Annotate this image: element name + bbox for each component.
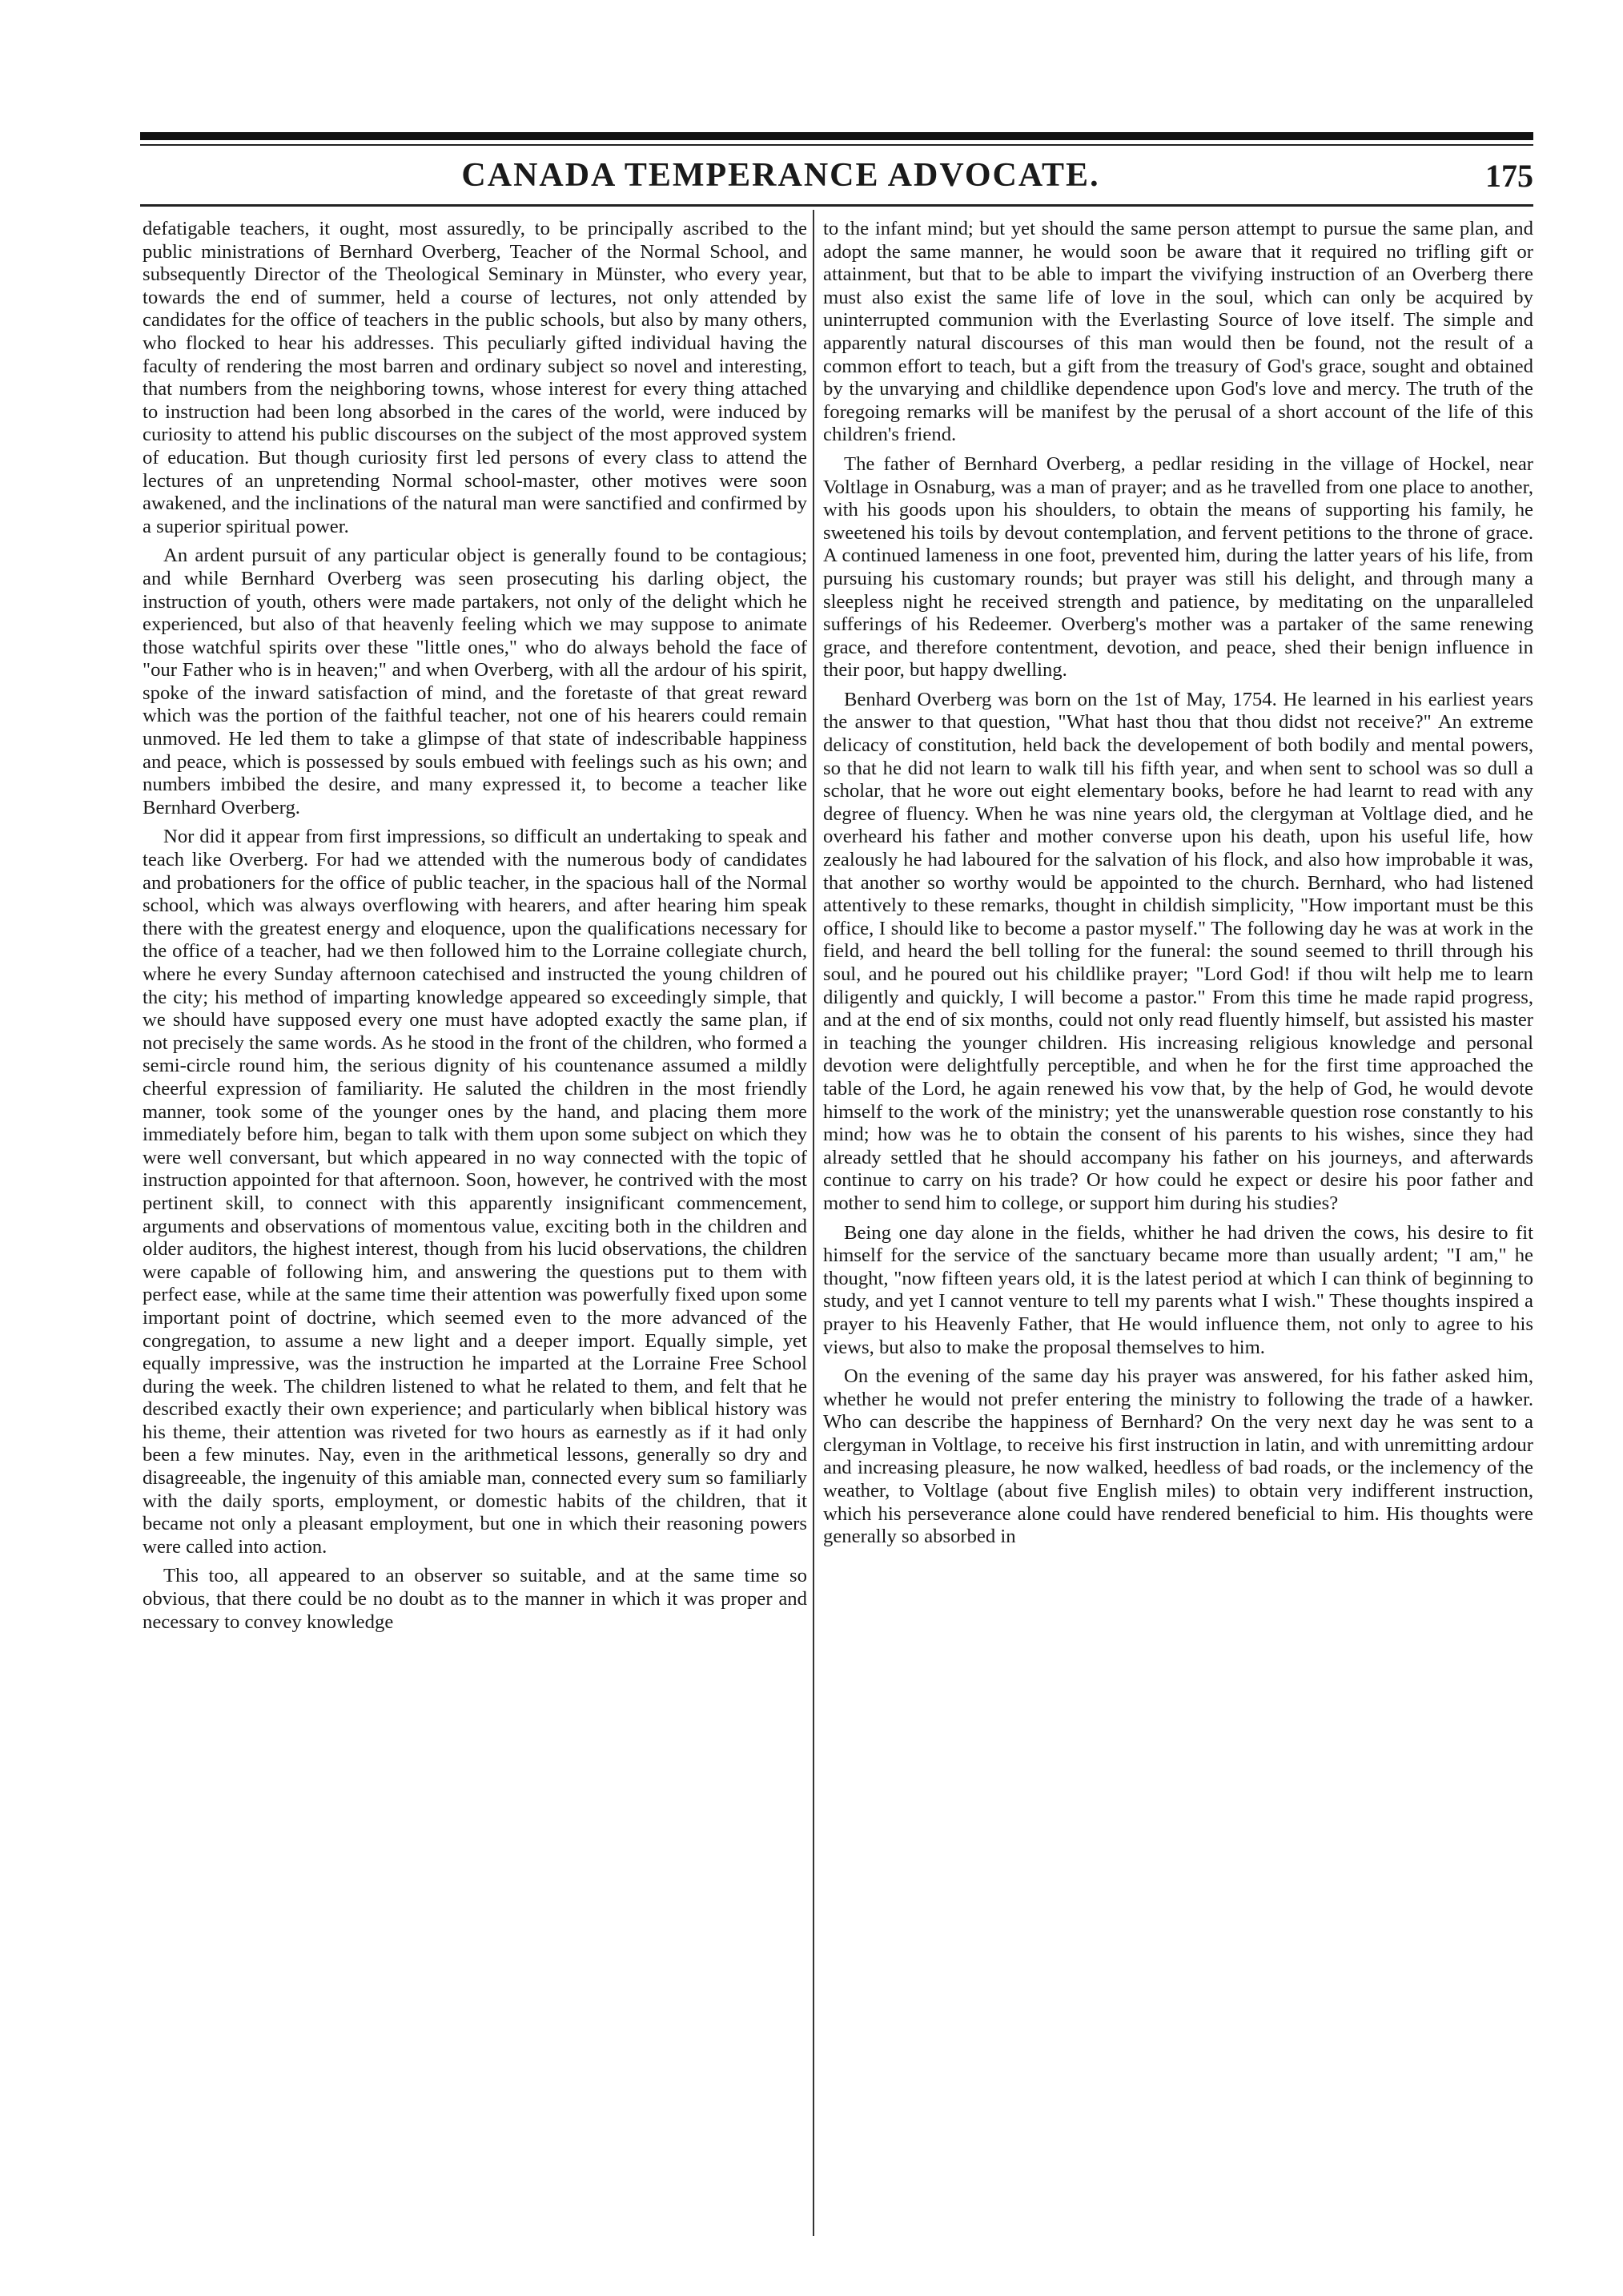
left-paragraph-2: An ardent pursuit of any particular object is generally found to be contagious; and while Bernhard Overberg was seen prosecuting his darling object, the instruction of youth, others were made partakers, not only of the delight which he experienced, but also of that heavenly feeling which we may suppose to animate those watchful spirits over these "little ones," who do always behold the face of "our Father who is in heaven;" and when Overberg, with all the ardour of his spirit, spoke of the inward satisfaction of mind, and the foretaste of that great reward which was the portion of the faithful teacher, not one of his hearers could remain unmoved. He led them to take a glimpse of that state of indescribable happiness and peace, which is possessed by souls embued with feelings such as his own; and numbers imbibed the desire, and many expressed it, to become a teacher like Bernhard Overberg. — [143, 545, 807, 818]
column-divider — [813, 210, 814, 2236]
right-paragraph-4: Being one day alone in the fields, whither he had driven the cows, his desire to fit himself for the service of the sanctuary became more than usually ardent; "I am," he thought, "now fifteen years old, it is the latest period at which I can think of beginning to study, and yet I cannot venture to tell my parents what I wish." These thoughts inspired a prayer to his Heavenly Father, that He would influence them, not only to agree to his views, but also to make the proposal themselves to him. — [823, 1221, 1533, 1358]
header-under-rule — [140, 204, 1533, 207]
left-column — [143, 218, 807, 2228]
right-paragraph-2: The father of Bernhard Overberg, a pedlar residing in the village of Hockel, near Voltlage in Osnaburg, was a man of prayer; and as he travelled from one place to another, with his goods upon his shoulders, to obtain the means of supporting his family, he sweetened his toils by devout contemplation, and fervent petitions to the throne of grace. A continued lameness in one foot, prevented him, during the latter years of his life, from pursuing his customary rounds; but prayer was still his delight, and through many a sleepless night he received strength and patience, by meditating on the unparalleled sufferings of his Redeemer. Overberg's mother was a partaker of the same renewing grace, and therefore contentment, devotion, and peace, shed their benign influence in their poor, but happy dwelling. — [823, 452, 1533, 682]
right-paragraph-3: Benhard Overberg was born on the 1st of May, 1754. He learned in his earliest years the answer to that question, "What hast thou that thou didst not receive?" An extreme delicacy of constitution, held back the developement of both bodily and mental powers, so that he did not learn to walk till his fifth year, and when sent to school was so dull a scholar, that he wore out eight elementary books, before he had learnt to read with any degree of fluency. When he was nine years old, the clergyman at Voltlage died, and he overheard his father and mother converse upon his death, upon his useful life, how zealously he had laboured for the salvation of his flock, and also how improbable it was, that another so worthy would be appointed to the church. Bernhard, who had listened attentively to these remarks, thought in childish simplicity, "How important must be this office, I should like to become a pastor myself." The following day he was at work in the field, and heard the bell tolling for the funeral: the sound seemed to thrill through his soul, and he poured out his childlike prayer; "Lord God! if thou wilt help me to learn diligently and quickly, I will become a pastor." From this time he made rapid progress, and at the end of six months, could not only read fluently himself, but assisted his master in teaching the younger children. His increasing religious knowledge and personal devotion were delightfully perceptible, and when he for the first time approached the table of the Lord, he again renewed his vow that, by the help of God, he would devote himself to the work of the ministry; yet the unanswerable question rose constantly to his mind; how was he to obtain the consent of his parents to his wishes, since they had already settled that he should accompany his father on his journeys, and afterwards continue to carry on his trade? Or how could he expect or desire his poor father and mother to send him to college, or support him during his studies? — [823, 688, 1533, 1214]
left-paragraph-1: defatigable teachers, it ought, most assuredly, to be principally ascribed to the public ministrations of Bernhard Overberg, Teacher of the Normal School, and subsequently Director of the Theological Seminary in Münster, who every year, towards the end of summer, held a course of lectures, not only attended by candidates for the office of teachers in the public schools, but also by many others, who flocked to hear his addresses. This peculiarly gifted individual having the faculty of rendering the most barren and ordinary subject so novel and interesting, that numbers from the neighboring towns, whose interest for every thing attached to instruction had been long absorbed in the cares of the world, were induced by curiosity to attend his public discourses on the subject of the most approved system of education. But though curiosity first led persons of every class to attend the lectures of an unpretending Normal school-master, other motives were soon awakened, and the inclinations of the natural man were sanctified and confirmed by a superior spiritual power. — [143, 218, 807, 537]
header-thick-rule — [140, 132, 1533, 140]
masthead-title: CANADA TEMPERANCE ADVOCATE. — [461, 157, 1100, 194]
page-number: 175 — [1485, 158, 1533, 194]
right-column — [823, 218, 1533, 2228]
right-paragraph-5: On the evening of the same day his prayer was answered, for his father asked him, whether he would not prefer entering the ministry to following the trade of a hawker. Who can describe the happiness of Bernhard? On the very next day he was sent to a clergyman in Voltlage, to receive his first instruction in latin, and with unremitting ardour and increasing pleasure, he now walked, heedless of bad roads, or the inclemency of the weather, to Voltlage (about five English miles) to obtain very indifferent instruction, which his perseverance alone could have rendered beneficial to him. His thoughts were generally so absorbed in — [823, 1365, 1533, 1548]
right-paragraph-1: to the infant mind; but yet should the same person attempt to pursue the same plan, and adopt the same manner, he would soon be aware that it required no trifling gift or attainment, but that to be able to impart the vivifying instruction of an Overberg there must also exist the same life of love in the soul, which can only be acquired by uninterrupted communion with the Everlasting Source of love itself. The simple and apparently natural discourses of this man would then be found, not the result of a common effort to teach, but a gift from the treasury of God's grace, sought and obtained by the unvarying and childlike dependence upon God's love and mercy. The truth of the foregoing remarks will be manifest by the perusal of a short account of the life of this children's friend. — [823, 218, 1533, 446]
left-paragraph-4: This too, all appeared to an observer so suitable, and at the same time so obvious, that there could be no doubt as to the manner in which it was proper and necessary to convey knowledge — [143, 1565, 807, 1633]
left-paragraph-3: Nor did it appear from first impressions, so difficult an undertaking to speak and teach like Overberg. For had we attended with the numerous body of candidates and probationers for the office of public teacher, in the spacious hall of the Normal school, which was always overflowing with hearers, and after hearing him speak there with the greatest energy and eloquence, upon the qualifications necessary for the office of a teacher, had we then followed him to the Lorraine collegiate church, where he every Sunday afternoon catechised and instructed the young children of the city; his method of imparting knowledge appeared so exceedingly simple, that we should have supposed every one must have adopted exactly the same plan, if not precisely the same words. As he stood in the front of the children, who formed a semi-circle round him, the serious dignity of his countenance assumed a mildly cheerful expression of familiarity. He saluted the children in the most friendly manner, took some of the younger ones by the hand, and placing them more immediately before him, began to talk with them upon some subject on which they were well conversant, but which appeared in no way connected with the topic of instruction appointed for that afternoon. Soon, however, he contrived with the most pertinent skill, to connect with this apparently insignificant commencement, arguments and observations of momentous value, exciting both in the children and older auditors, the highest interest, though from his lucid observations, the children were capable of following him, and answering the questions put to them with perfect ease, while at the same time their attention was powerfully fixed upon some important point of doctrine, which seemed even to the more advanced of the congregation, to assume a new light and a deeper import. Equally simple, yet equally impressive, was the instruction he imparted at the Lorraine Free School during the week. The children listened to what he related to them, and felt that he described exactly their own experience; and particularly when biblical history was his theme, their attention was riveted for two hours as earnestly as if it had only been a few minutes. Nay, even in the arithmetical lessons, generally so dry and disagreeable, the ingenuity of this amiable man, connected every sum so familiarly with the daily sports, employment, or domestic habits of the children, that it became not only a pleasant employment, but one in which their reasoning powers were called into action. — [143, 826, 807, 1558]
header-thin-rule — [140, 144, 1533, 146]
